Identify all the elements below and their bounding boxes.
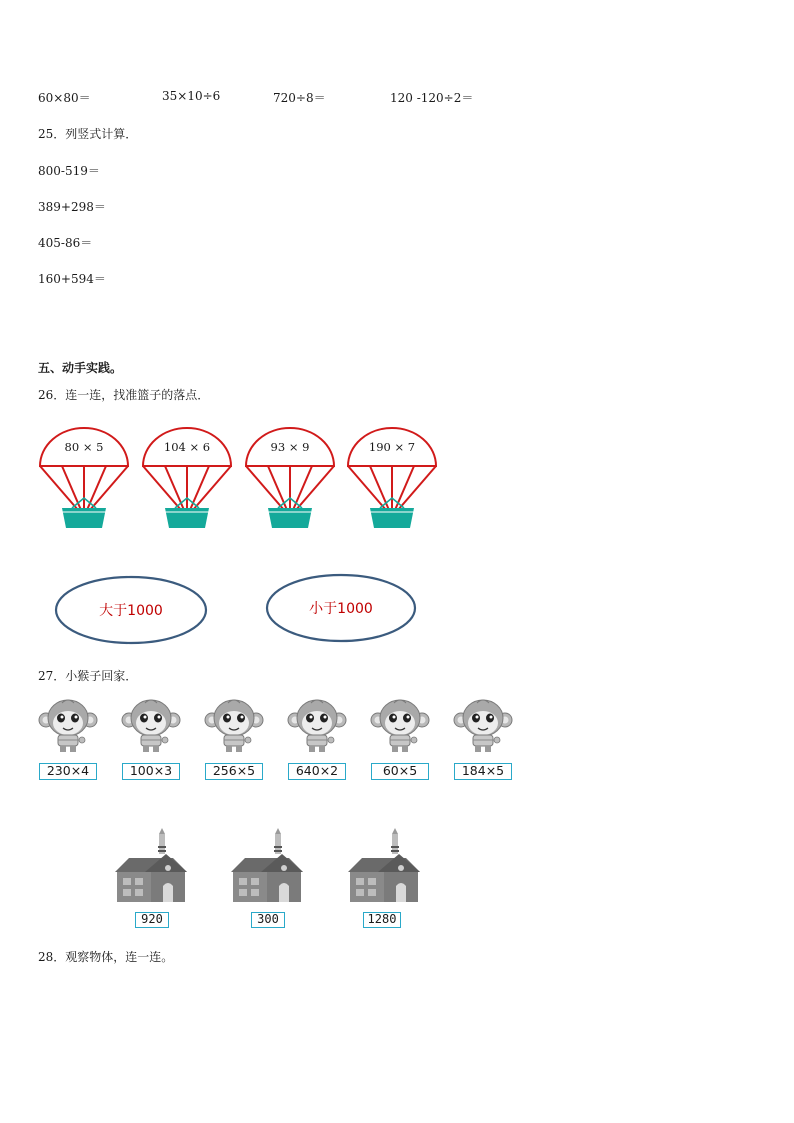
monkey-2 xyxy=(122,700,180,752)
parachute-4-label: 190 × 7 xyxy=(368,440,416,454)
parachute-2-label: 104 × 6 xyxy=(163,440,211,454)
monkey-4 xyxy=(288,700,346,752)
q28-title: 28．观察物体，连一连。 xyxy=(38,950,174,964)
q25-item-4: 160+594＝ xyxy=(38,272,106,286)
parachute-3-label: 93 × 9 xyxy=(270,440,310,454)
house-3 xyxy=(348,828,420,902)
monkey-1 xyxy=(39,700,97,752)
parachute-1-label: 80 × 5 xyxy=(64,440,104,454)
q24-item-1: 60×80＝ xyxy=(38,91,91,105)
q26-title: 26．连一连，找准篮子的落点． xyxy=(38,388,210,402)
monkey-2-expression: 100×3 xyxy=(122,763,180,780)
monkey-5-expression: 60×5 xyxy=(371,763,429,780)
monkey-5 xyxy=(371,700,429,752)
monkey-1-expression: 230×4 xyxy=(39,763,97,780)
monkey-3-expression: 256×5 xyxy=(205,763,263,780)
section-5-heading: 五、动手实践。 xyxy=(38,361,123,375)
q27-title: 27．小猴子回家． xyxy=(38,669,138,683)
q25-item-3: 405-86＝ xyxy=(38,236,93,250)
q25-item-1: 800-519＝ xyxy=(38,164,100,178)
monkey-6-expression: 184×5 xyxy=(454,763,512,780)
q24-item-4: 120 -120÷2＝ xyxy=(390,91,474,105)
q24-item-3: 720÷8＝ xyxy=(273,91,326,105)
house-1-number: 920 xyxy=(135,912,169,928)
q24-item-2: 35×10÷6 xyxy=(162,89,221,103)
monkey-6 xyxy=(454,700,512,752)
target-greater-label: 大于1000 xyxy=(99,603,163,619)
monkey-4-expression: 640×2 xyxy=(288,763,346,780)
target-less-label: 小于1000 xyxy=(309,601,373,617)
house-2 xyxy=(231,828,303,902)
monkey-3 xyxy=(205,700,263,752)
house-3-number: 1280 xyxy=(363,912,401,928)
house-1 xyxy=(115,828,187,902)
q25-item-2: 389+298＝ xyxy=(38,200,106,214)
q25-title: 25．列竖式计算． xyxy=(38,127,138,141)
house-2-number: 300 xyxy=(251,912,285,928)
